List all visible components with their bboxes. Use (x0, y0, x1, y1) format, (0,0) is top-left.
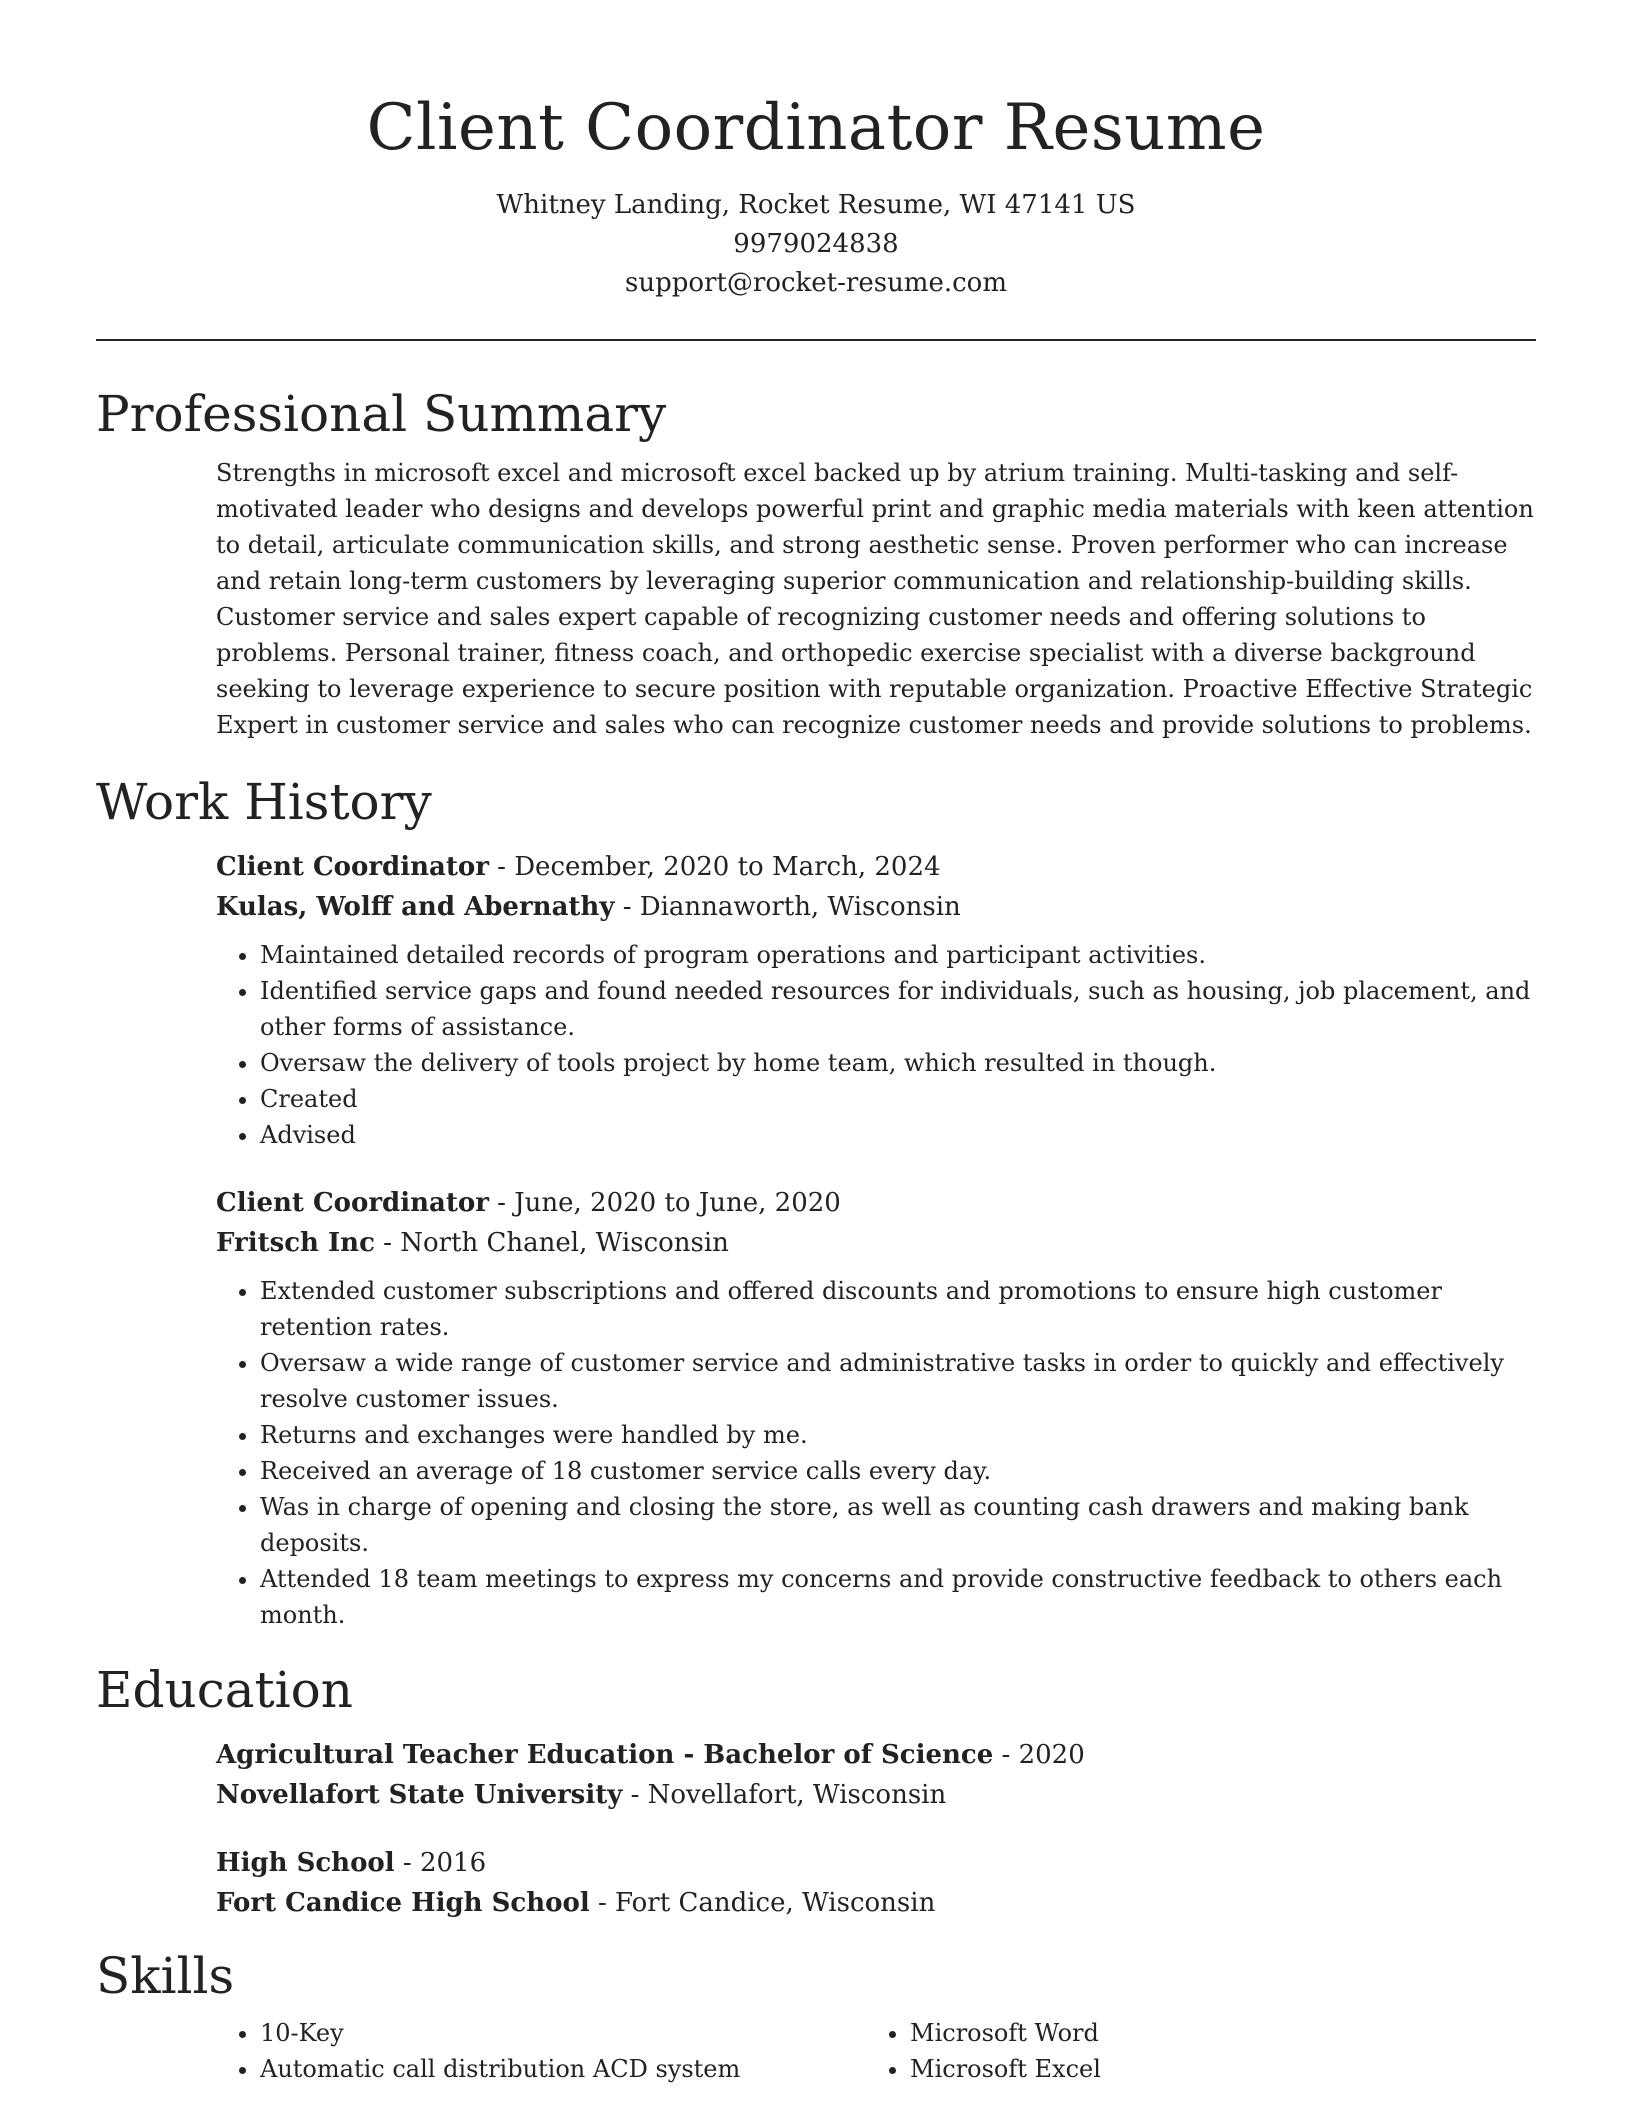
summary-text: Strengths in microsoft excel and microsoft excel backed up by atrium training. Multi-tasking and self-motivated leader who designs and develops powerful print and graphic media materials with keen attention to detail, articulate communication skills, and strong aesthetic sense. Proven performer who can increase and retain long-term customers by leveraging superior communication and relationship-building skills. Customer service and sales expert capable of recognizing customer needs and offering solutions to problems. Personal trainer, fitness coach, and orthopedic exercise specialist with a diverse background seeking to leverage experience to secure position with reputable organization. Proactive Effective Strategic Expert in customer service and sales who can recognize customer needs and provide solutions to problems. (216, 459, 1534, 739)
job-bullet: • Received an average of 18 customer service calls every day. (260, 1453, 1536, 1489)
job-bullet: • Identified service gaps and found needed resources for individuals, such as housing, job placement, and other forms of assistance. (260, 973, 1536, 1045)
skill-item: • Automatic call distribution ACD system (260, 2051, 866, 2087)
job-company-line (216, 1223, 1536, 1263)
education-school-line (216, 1775, 1536, 1815)
education-school-line (216, 1883, 1536, 1923)
education-school: Novellafort State University (216, 1780, 623, 1810)
job-title-line (216, 1183, 1536, 1223)
contact-phone: 9979024838 (733, 229, 899, 259)
skill-item: • 10-Key (260, 2015, 866, 2051)
skills-column-left (216, 2011, 866, 2087)
education-heading: Education (96, 1661, 353, 1719)
education-degree: Agricultural Teacher Education - Bachelor of Science (216, 1740, 994, 1770)
skills-heading: Skills (96, 1947, 235, 2005)
education-section (216, 1735, 1536, 1923)
education-degree-line (216, 1735, 1536, 1775)
job-bullet: • Was in charge of opening and closing the store, as well as counting cash drawers and making bank deposits. (260, 1489, 1536, 1561)
job-location: - Diannaworth, Wisconsin (614, 892, 961, 922)
summary-section (216, 455, 1536, 743)
job-title-line (216, 847, 1536, 887)
skill-item: • Microsoft Excel (910, 2051, 1516, 2087)
education-entry (216, 1843, 1536, 1923)
resume-page (96, 0, 1536, 2087)
job-bullet: • Attended 18 team meetings to express my concerns and provide constructive feedback to others each month. (260, 1561, 1536, 1633)
summary-heading: Professional Summary (96, 385, 667, 443)
job-bullets (216, 937, 1536, 1153)
job-dates: - December, 2020 to March, 2024 (488, 852, 941, 882)
education-year: - 2016 (394, 1848, 487, 1878)
education-degree-line (216, 1843, 1536, 1883)
work-history-section (216, 847, 1536, 1633)
job-company: Fritsch Inc (216, 1228, 375, 1258)
contact-address: Whitney Landing, Rocket Resume, WI 47141 US (496, 190, 1136, 220)
skills-list-right (866, 2015, 1516, 2087)
education-year: - 2020 (993, 1740, 1085, 1770)
education-location: - Fort Candice, Wisconsin (589, 1888, 936, 1918)
header-divider (96, 339, 1536, 341)
job-bullet: • Advised (260, 1117, 1536, 1153)
contact-email: support@rocket-resume.com (624, 268, 1007, 298)
work-history-heading: Work History (96, 773, 432, 831)
education-degree: High School (216, 1848, 395, 1878)
job-bullet: • Returns and exchanges were handled by me. (260, 1417, 1536, 1453)
education-school: Fort Candice High School (216, 1888, 590, 1918)
skills-section (216, 2011, 1536, 2087)
skill-item: • Microsoft Word (910, 2015, 1516, 2051)
job-bullet: • Extended customer subscriptions and offered discounts and promotions to ensure high customer retention rates. (260, 1273, 1536, 1345)
job-bullet: • Oversaw the delivery of tools project by home team, which resulted in though. (260, 1045, 1536, 1081)
job-company-line (216, 887, 1536, 927)
job-bullet: • Oversaw a wide range of customer service and administrative tasks in order to quickly and effectively resolve customer issues. (260, 1345, 1536, 1417)
skills-list-left (216, 2015, 866, 2087)
job-bullets (216, 1273, 1536, 1633)
job-title: Client Coordinator (216, 852, 489, 882)
education-location: - Novellafort, Wisconsin (622, 1780, 947, 1810)
resume-title: Client Coordinator Resume (366, 91, 1266, 165)
job-bullet: • Created (260, 1081, 1536, 1117)
job-location: - North Chanel, Wisconsin (374, 1228, 729, 1258)
job-entry (216, 847, 1536, 1153)
job-bullet: • Maintained detailed records of program operations and participant activities. (260, 937, 1536, 973)
job-dates: - June, 2020 to June, 2020 (488, 1188, 841, 1218)
skills-column-right (866, 2011, 1516, 2087)
job-title: Client Coordinator (216, 1188, 489, 1218)
job-entry (216, 1183, 1536, 1633)
contact-block (96, 186, 1536, 303)
education-entry (216, 1735, 1536, 1815)
job-company: Kulas, Wolff and Abernathy (216, 892, 615, 922)
